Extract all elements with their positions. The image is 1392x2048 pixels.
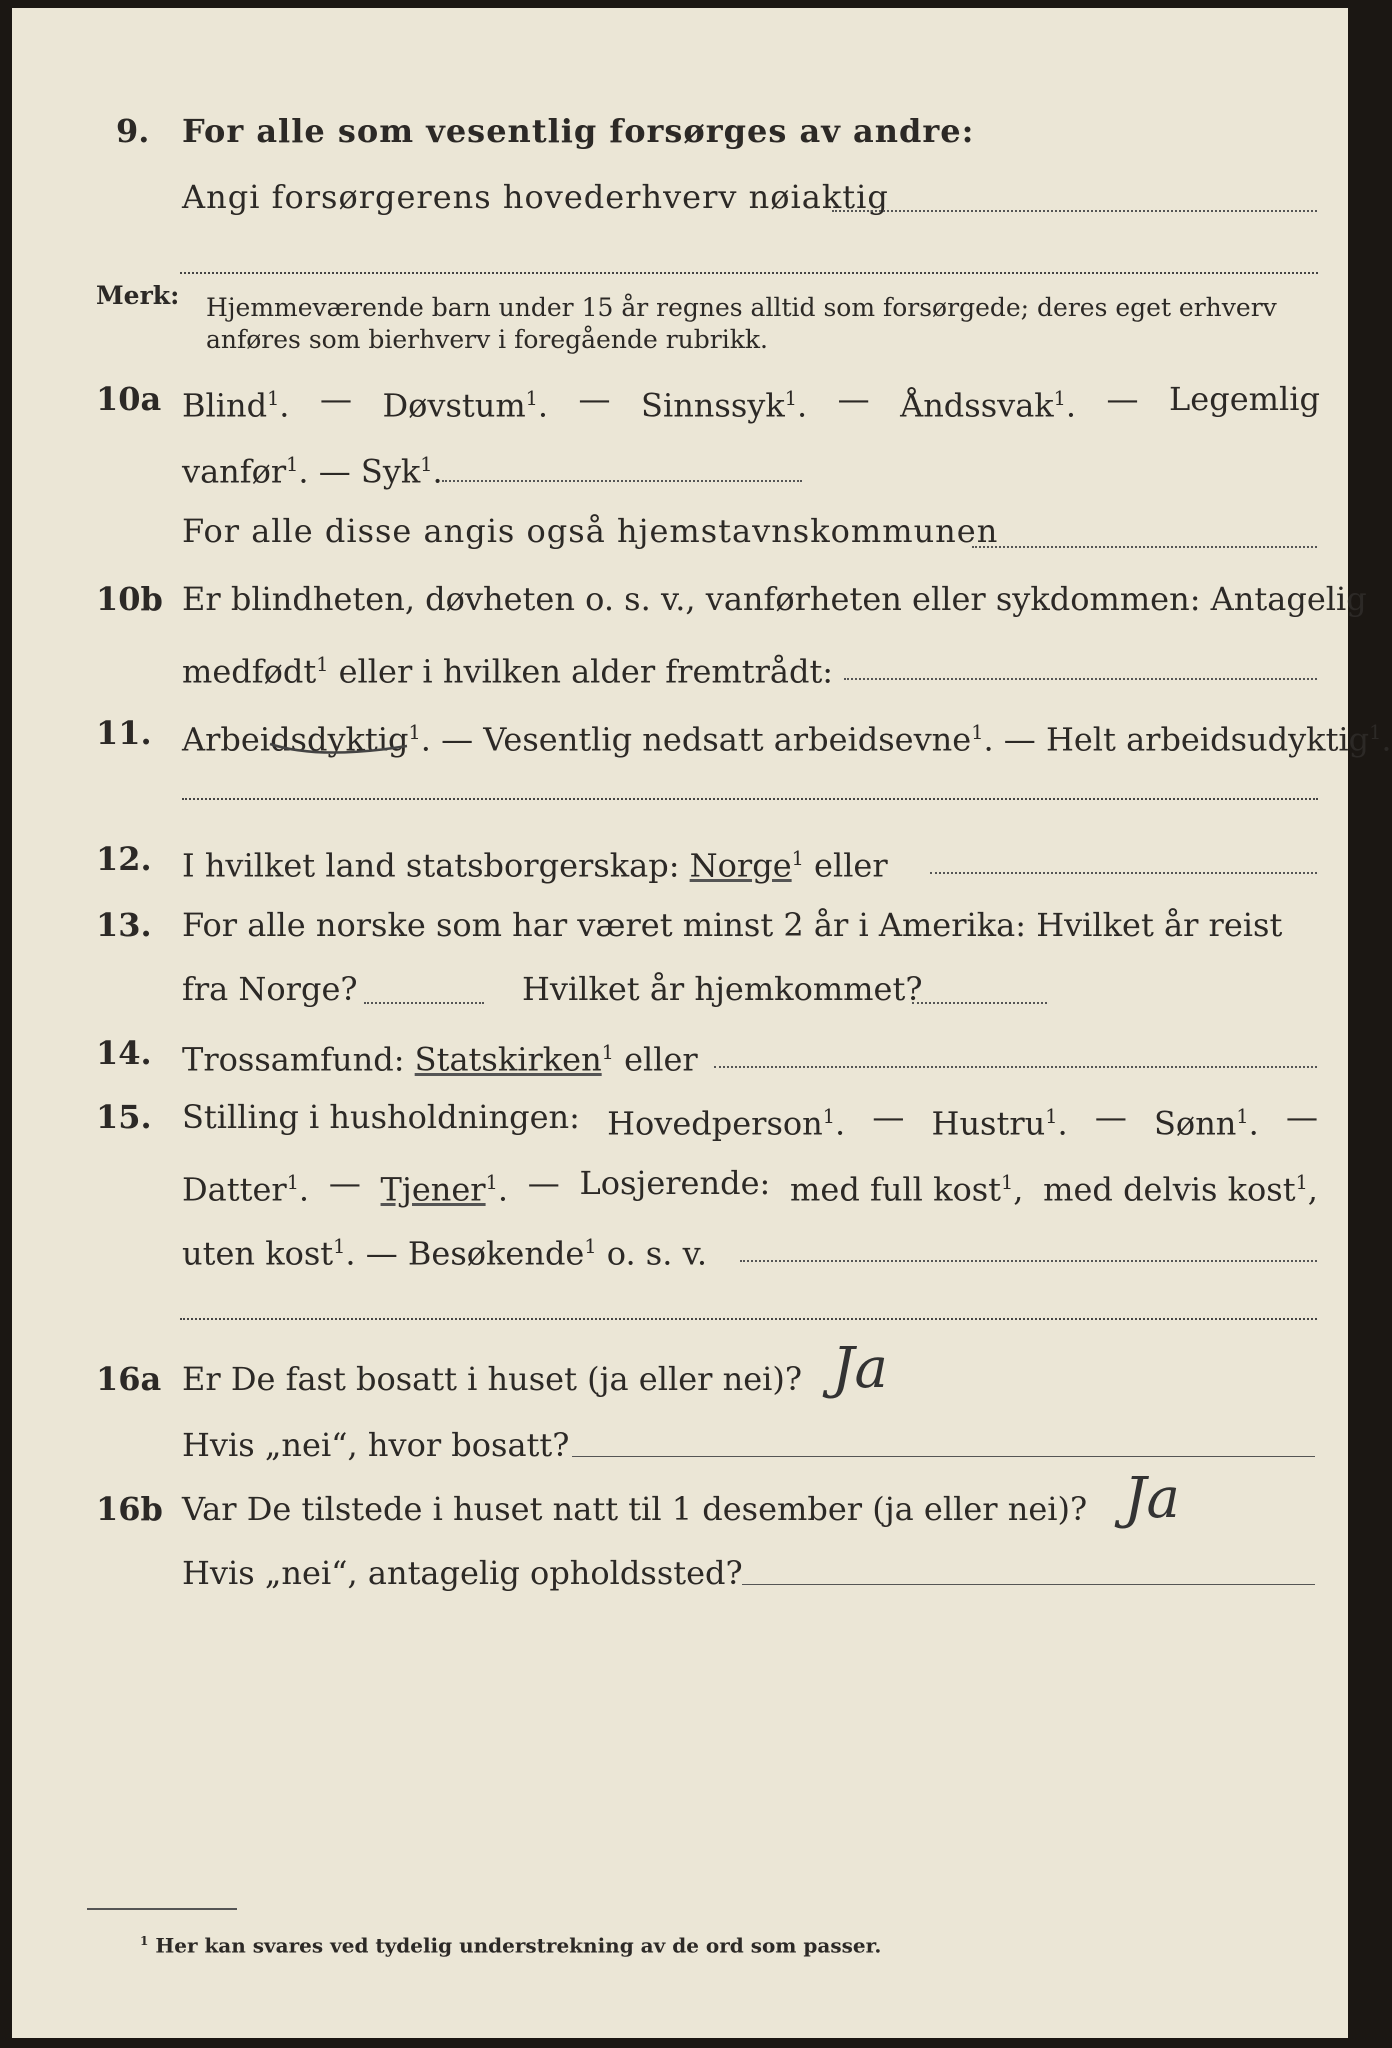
q10a-opt-blind: Blind$^1$. [182,386,290,425]
q10a-opt-sinnssyk: Sinnssyk$^1$. [641,386,808,425]
q10b-line2: medfødt$^1$ eller i hvilken alder fremtrådt: [182,652,834,691]
q13-line2b: Hvilket år hjemkommet? [522,970,923,1008]
q10a-opt-andssvak: Åndssvak$^1$. [900,386,1077,425]
q16b-line2: Hvis „nei“, antagelig opholdssted? [182,1554,743,1592]
q12-answer-line [930,872,1317,874]
q16b-number: 16b [96,1490,163,1528]
q15-line2: Datter$^1$. — Tjener$^1$. — Losjerende: med full kost$^1$, med delvis kost$^1$, [182,1164,1318,1209]
q10a-opt-dovstum: Døvstum$^1$. [382,386,549,425]
q10b-answer-line [844,678,1317,680]
q9-separator [180,272,1318,274]
q13-hjemkommet-line [912,1002,1047,1004]
q16b-line1: Var De tilstede i huset natt til 1 desember (ja eller nei)? [182,1490,1088,1528]
q10a-number: 10a [96,380,162,418]
q10a-syk-line [442,480,802,482]
merk-line2: anføres som bierhverv i foregående rubrikk. [206,325,768,354]
q10b-number: 10b [96,580,163,618]
q13-number: 13. [96,906,152,944]
q11-handwritten-underline [267,736,412,758]
q14-number: 14. [96,1034,152,1072]
q10a-line1: Blind$^1$. — Døvstum$^1$. — Sinnssyk$^1$. — Åndssvak$^1$. — Legemlig [182,380,1320,425]
q13-line1: For alle norske som har været minst 2 år i Amerika: Hvilket år reist [182,906,1283,944]
q9-line1: Angi forsørgerens hovederhverv nøiaktig [182,178,889,216]
q15-separator [180,1318,1317,1320]
q15-tjener-underlined: Tjener [380,1170,486,1209]
q10a-line2: vanfør$^1$. — Syk$^1$. [182,452,443,491]
q14-answer-line [714,1066,1317,1068]
q10a-hjemstavn-line [972,546,1317,548]
q10a-opt-legemlig: Legemlig [1169,380,1320,418]
q16a-number: 16a [96,1360,162,1398]
q15-number: 15. [96,1098,152,1136]
q11-options: Arbeidsdyktig$^1$. — Vesentlig nedsatt arbeidsevne$^1$. — Helt arbeidsudyktig$^1$. [182,720,1392,759]
census-form-page [12,8,1392,2038]
q16a-answer-line [572,1456,1315,1457]
q15-answer-line [740,1260,1317,1262]
q16b-handwritten-answer: Ja [1124,1466,1180,1531]
q12-number: 12. [96,840,152,878]
q16b-answer-line [742,1584,1315,1585]
q9-answer-line [832,210,1317,212]
merk-line1: Hjemmeværende barn under 15 år regnes alltid som forsørgede; deres eget erhverv [206,293,1277,322]
q12-norge-underlined: Norge [689,846,792,885]
q16a-line1: Er De fast bosatt i huset (ja eller nei)? [182,1360,803,1398]
q13-reist-line [364,1002,484,1004]
q15-line3: uten kost$^1$. — Besøkende$^1$ o. s. v. [182,1234,708,1273]
merk-label: Merk: [96,281,180,310]
footnote-rule [87,1908,237,1910]
q14-statskirken-underlined: Statskirken [414,1040,602,1079]
q14-line: Trossamfund: Statskirken$^1$ eller [182,1040,698,1079]
q13-line2a: fra Norge? [182,970,358,1008]
footnote: $^1$ Her kan svares ved tydelig understrekning av de ord som passer. [140,1933,882,1958]
q16a-handwritten-answer: Ja [832,1336,888,1401]
q9-number: 9. [116,112,150,150]
q10a-line3: For alle disse angis også hjemstavnskommunen [182,512,999,550]
q15-line1: Stilling i husholdningen: Hovedperson$^1$. — Hustru$^1$. — Sønn$^1$. — [182,1098,1318,1143]
q16a-line2: Hvis „nei“, hvor bosatt? [182,1426,570,1464]
q12-line: I hvilket land statsborgerskap: Norge$^1$ eller [182,846,888,885]
q11-separator [182,798,1318,800]
q9-title: For alle som vesentlig forsørges av andre: [182,112,975,150]
q10b-line1: Er blindheten, døvheten o. s. v., vanførheten eller sykdommen: Antagelig [182,580,1367,618]
q11-number: 11. [96,714,152,752]
